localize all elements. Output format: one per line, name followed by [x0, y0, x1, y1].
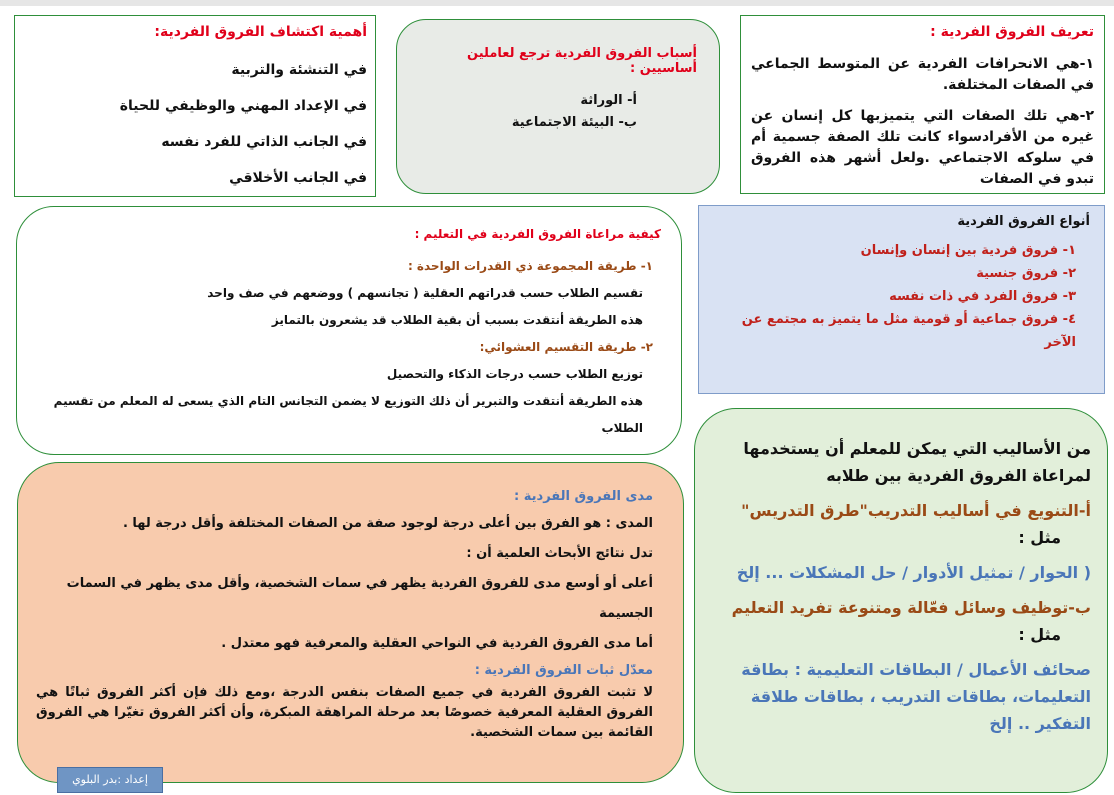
how-title: كيفية مراعاة الفروق الفردية في التعليم : — [414, 227, 661, 241]
definition-title: تعريف الفروق الفردية : — [930, 24, 1094, 40]
type-item-1: ١- فروق فردية بين إنسان وإنسان — [860, 243, 1076, 258]
range-finding-2: أما مدى الفروق الفردية في النواحي العقلية والمعرفية فهو معتدل . — [221, 636, 653, 651]
importance-item-2: في الإعداد المهني والوظيفي للحياة — [119, 98, 367, 114]
methods-intro-line-2: لمراعاة الفروق الفردية بين طلابه — [826, 466, 1091, 485]
methods-a-title: أ-التنويع في أساليب التدريب"طرق التدريس" — [741, 501, 1091, 520]
causes-title: أسباب الفروق الفردية ترجع لعاملين أساسيين : — [467, 46, 697, 76]
type-item-2: ٢- فروق جنسية — [976, 266, 1076, 281]
range-title: مدى الفروق الفردية : — [514, 489, 653, 504]
method-1-description: تقسيم الطلاب حسب قدراتهم العقلية ( تجانسهم ) ووضعهم في صف واحد — [207, 286, 643, 300]
method-2-criticism: هذه الطريقة أنتقدت والتبرير أن ذلك التوزيع لا يضمن التجانس التام الذي يسعى له المعلم من تقسيم الطلاب — [53, 394, 643, 435]
type-item-3: ٣- فروق الفرد في ذات نفسه — [889, 289, 1076, 304]
cause-environment: ب- البيئة الاجتماعية — [511, 115, 637, 130]
type-item-4: ٤- فروق جماعية أو قومية مثل ما يتميز به مجتمع عن الآخر — [741, 312, 1076, 350]
range-definition: المدى : هو الفرق بين أعلى درجة لوجود صفة من الصفات المختلفة وأقل درجة لها . — [122, 516, 653, 531]
importance-item-1: في التنشئة والتربية — [231, 62, 367, 78]
definition-box — [740, 15, 1105, 194]
range-research-intro: تدل نتائج الأبحاث العلمية أن : — [466, 546, 653, 561]
method-1-title: ١- طريقة المجموعة ذي القدرات الواحدة : — [407, 259, 653, 273]
stability-text: لا تثبت الفروق الفردية في جميع الصفات بنفس الدرجة ،ومع ذلك فإن أكثر الفروق ثباتًا هي الفروق العقلية المعرفية خصوصًا بعد مرحلة المراهقة المبكرة، وأن أكثر الفروق تغيّرا هي الفروق القائمة بين سمات الشخصية. — [36, 685, 653, 740]
teacher-methods-box — [694, 408, 1108, 793]
methods-intro-line-1: من الأساليب التي يمكن للمعلم أن يستخدمها — [743, 439, 1091, 458]
how-to-consider-box — [16, 206, 682, 455]
importance-box — [14, 15, 376, 197]
methods-a-examples: ( الحوار / تمثيل الأدوار / حل المشكلات ... إلخ — [736, 563, 1091, 582]
method-2-description: توزيع الطلاب حسب درجات الذكاء والتحصيل — [386, 367, 643, 381]
methods-b-title: ب-توظيف وسائل فعّالة ومتنوعة تفريد التعليم — [731, 598, 1091, 617]
importance-title: أهمية اكتشاف الفروق الفردية: — [154, 24, 367, 40]
importance-item-3: في الجانب الذاتي للفرد نفسه — [161, 134, 367, 150]
method-2-title: ٢- طريقة التقسيم العشوائي: — [479, 340, 653, 354]
methods-b-examples: صحائف الأعمال / البطاقات التعليمية : بطاقة التعليمات، بطاقات التدريب ، بطاقات طلاقة التفكير .. إلخ — [741, 660, 1091, 733]
importance-item-4: في الجانب الأخلاقي — [229, 170, 367, 186]
stability-title: معدّل ثبات الفروق الفردية : — [474, 663, 653, 678]
types-title: أنواع الفروق الفردية — [957, 214, 1090, 229]
definition-point-1: ١-هي الانحرافات الفردية عن المتوسط الجماعي في الصفات المختلفة. — [751, 56, 1094, 93]
prepared-by-tag: إعداد :بدر البلوي — [57, 767, 163, 793]
range-box — [17, 462, 684, 783]
range-finding-1: أعلى أو أوسع مدى للفروق الفردية يظهر في سمات الشخصية، وأقل مدى يظهر في السمات الجسيمة — [66, 576, 653, 621]
methods-a-example-label: مثل : — [1018, 528, 1061, 547]
definition-point-2: ٢-هي تلك الصفات التي يتميزبها كل إنسان عن غيره من الأفرادسواء كانت تلك الصفة جسمية أم في سلوكه الاجتماعي .ولعل أشهر هذه الفروق تبدو في الصفات — [751, 108, 1094, 187]
top-bar — [0, 0, 1114, 6]
methods-b-example-label: مثل : — [1018, 625, 1061, 644]
cause-heredity: أ- الوراثة — [580, 93, 637, 108]
types-box — [698, 205, 1105, 394]
method-1-criticism: هذه الطريقة أنتقدت بسبب أن بقية الطلاب قد يشعرون بالتمايز — [271, 313, 643, 327]
causes-box — [396, 19, 720, 194]
